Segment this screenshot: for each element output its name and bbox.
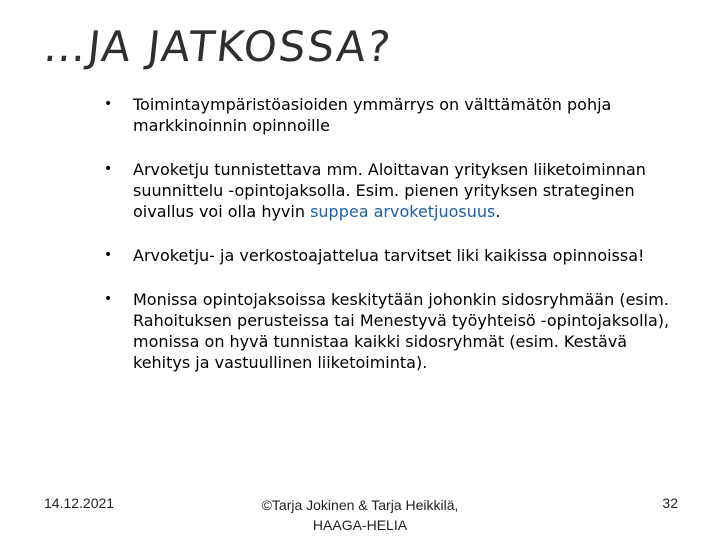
bullet-marker: • [104, 247, 113, 263]
bullet-item [104, 159, 684, 222]
bullet-marker: • [104, 291, 113, 307]
footer-credit-line: ©Tarja Jokinen & Tarja Heikkilä, [261, 497, 459, 513]
bullet-text: Toimintaympäristöasioiden ymmärrys on välttämätön pohja markkinoinnin opinnoille [133, 95, 612, 135]
bullet-list [104, 94, 684, 396]
page-number: 32 [662, 495, 678, 511]
bullet-item [104, 245, 684, 266]
bullet-marker: • [104, 161, 113, 177]
bullet-text-part: . [495, 202, 501, 221]
footer-credit [240, 495, 480, 535]
footer-date: 14.12.2021 [44, 495, 115, 511]
bullet-item [104, 94, 684, 136]
bullet-marker: • [104, 96, 113, 112]
bullet-text: Arvoketju- ja verkostoajattelua tarvitset liki kaikissa opinnoissa! [133, 246, 645, 265]
slide-title: …JA JATKOSSA? [41, 22, 395, 71]
bullet-text [133, 160, 646, 221]
footer-credit-line: HAAGA-HELIA [312, 517, 408, 533]
bullet-item [104, 289, 684, 373]
bullet-text: Monissa opintojaksoissa keskitytään johonkin sidosryhmään (esim. Rahoituksen perusteissa tai Menestyvä työyhteisö -opintojaksolla), monissa on hyvä tunnistaa kaikki sidosryhmät (esim. Kestävä kehitys ja vastuullinen liiketoiminta). [133, 290, 670, 372]
highlighted-term: suppea arvoketjuosuus [310, 202, 496, 221]
bullet-text-part: Arvoketju tunnistettava mm. Aloittavan yrityksen liiketoiminnan suunnittelu -opintojaksolla. Esim. pienen yrityksen strateginen oivallus voi olla hyvin [133, 160, 646, 221]
